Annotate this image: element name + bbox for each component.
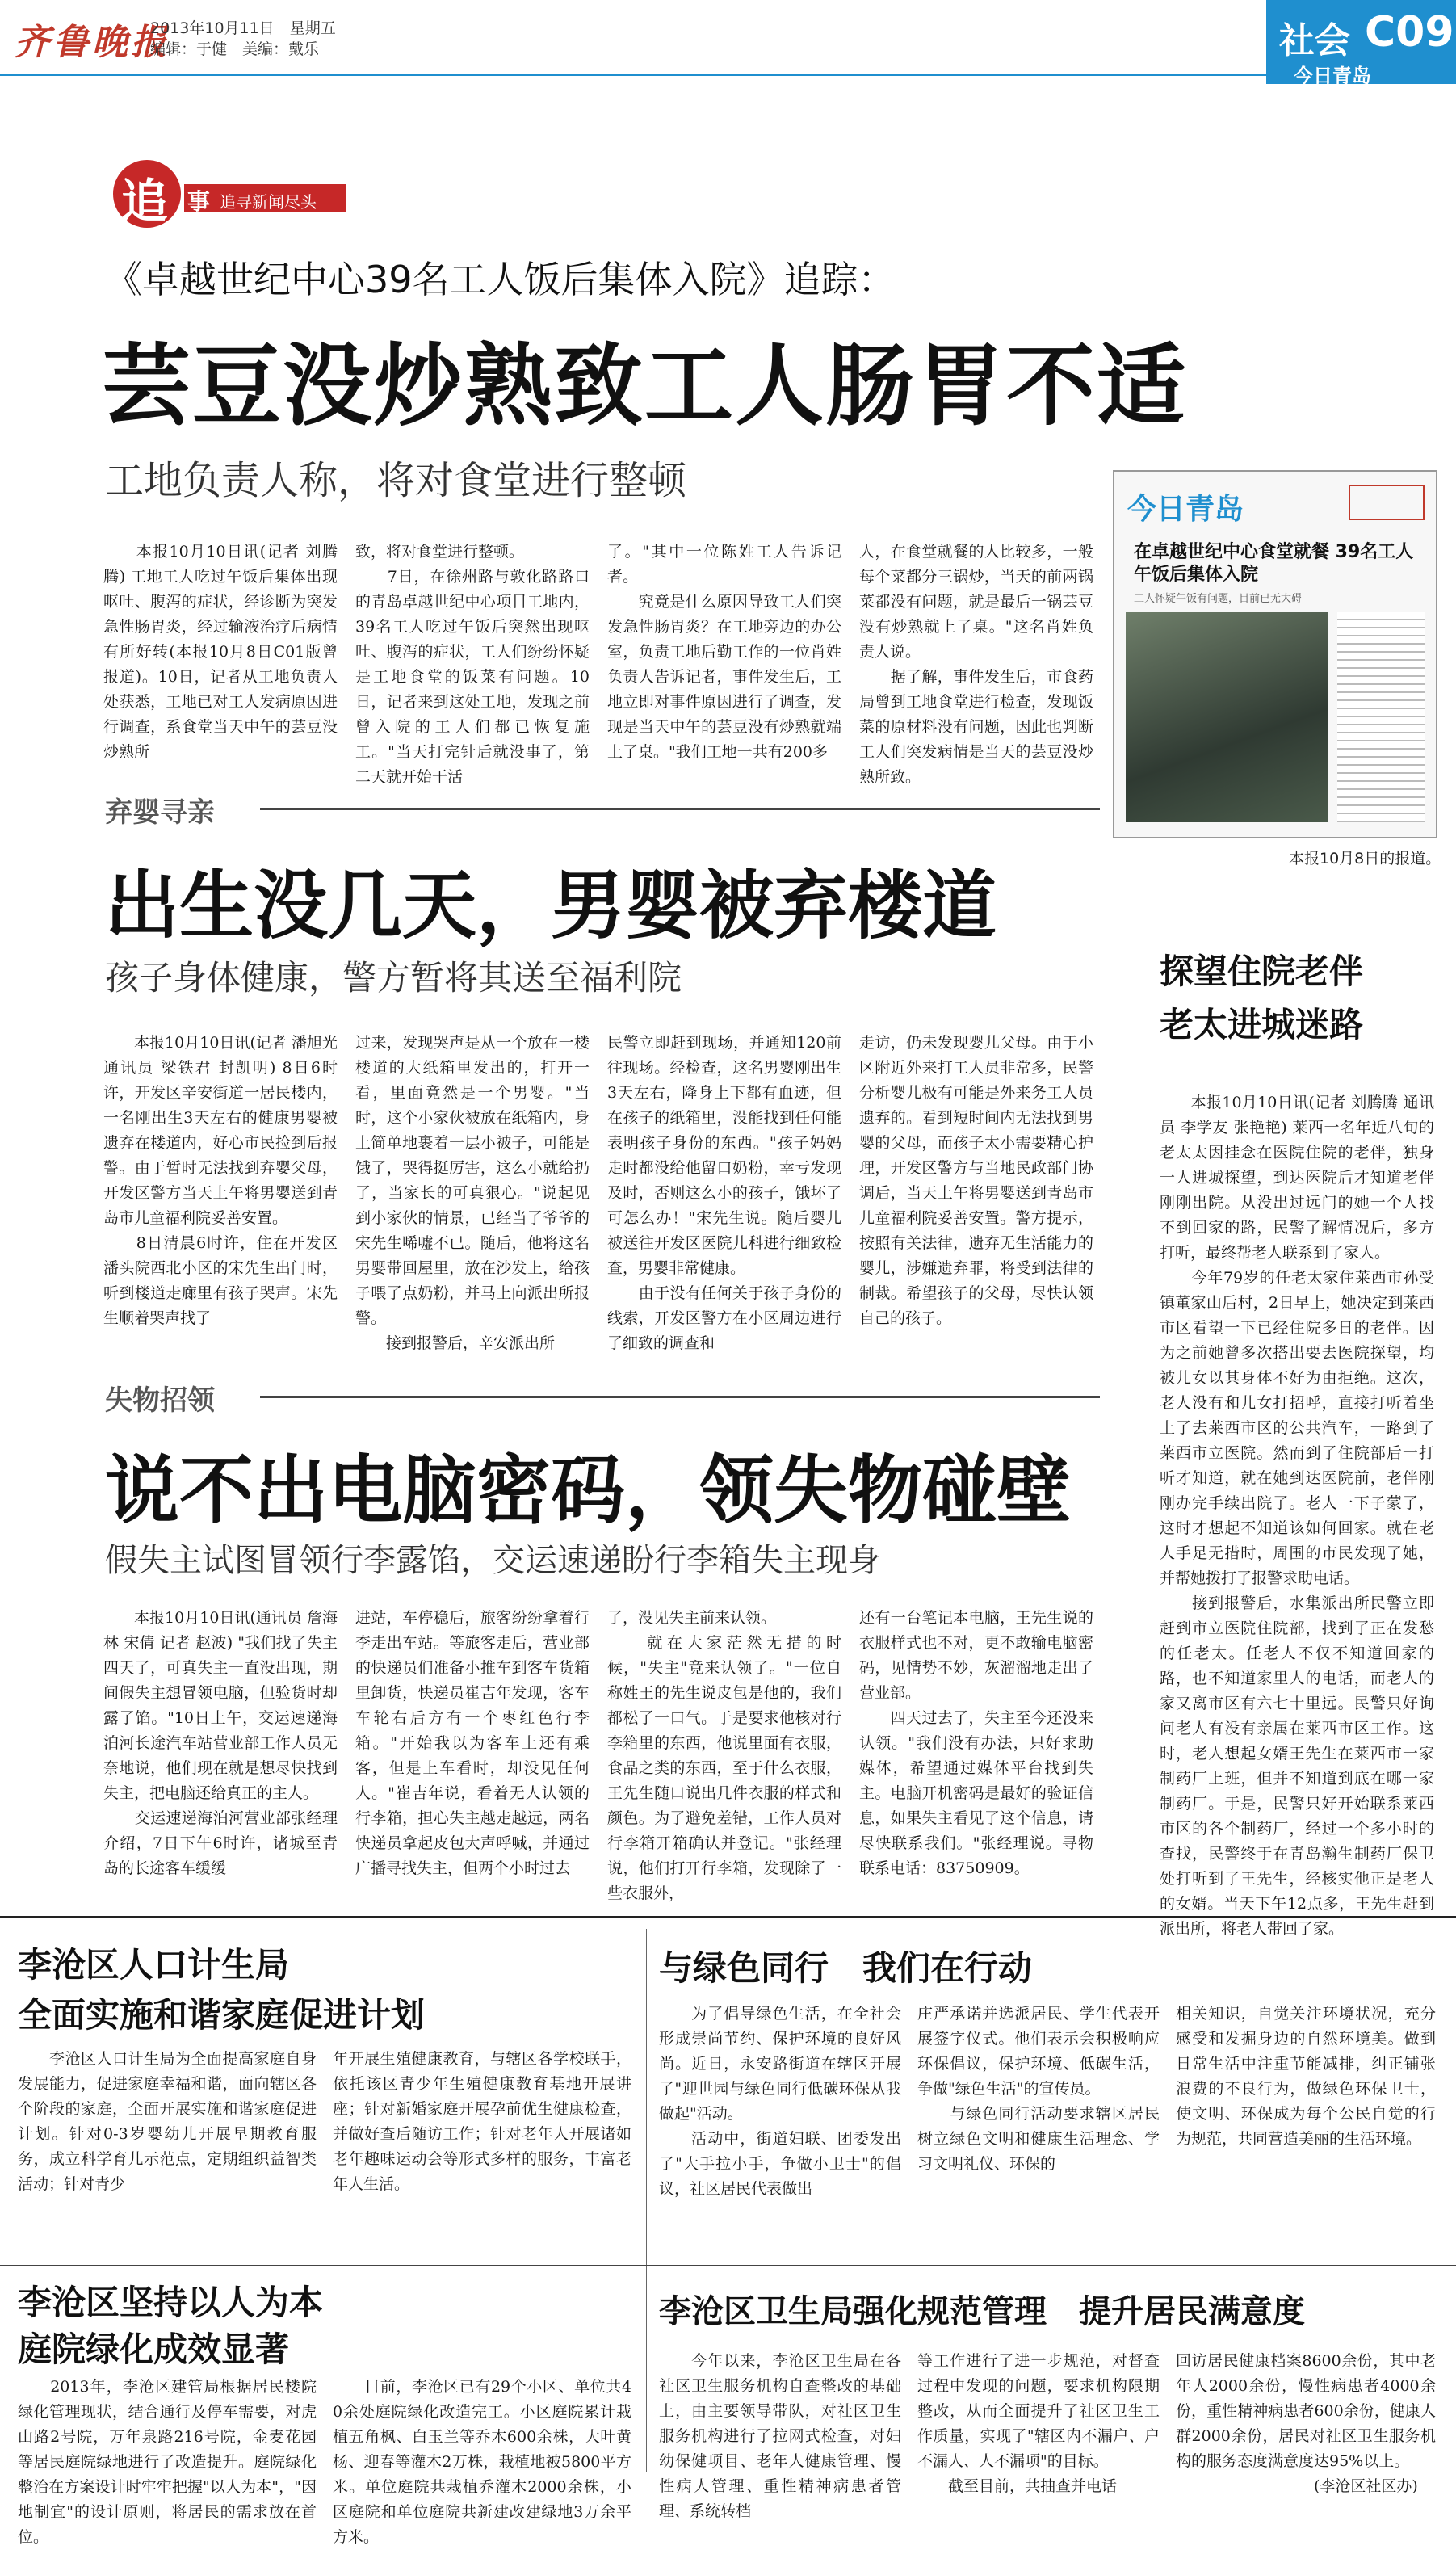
section-name: 社会 [1279, 20, 1350, 61]
editor-credit: 编辑：于健 美编：戴乐 [150, 40, 320, 58]
greening-col-2: 目前，李沧区已有29个小区、单位共40余处庭院绿化改造完工。小区庭院累计栽植五角枫、白玉兰等乔木600余株，大叶黄杨、迎春等灌木2万株，栽植地被5800平方米。单位庭院共栽植乔灌木2000余株，小区庭院和单位庭院共新建改建绿地3万余平方米。 [333, 2378, 631, 2546]
abandoned-col-4: 走访，仍未发现婴儿父母。由于小区附近外来打工人员非常多，民警分析婴儿极有可能是外来务工人员遗弃的。看到短时间内无法找到男婴的父母，而孩子太小需要精心护理，开发区警方与当地民政部门协调后，当天上午将男婴送到青岛市儿童福利院妥善安置。警方提示，按照有关法律，遗弃无生活能力的婴儿，涉嫌遗弃罪，将受到法律的制裁。希望孩子的父母，尽快认领自己的孩子。 [859, 1034, 1093, 1327]
health-col-2: 等工作进行了进一步规范，对督查过程中发现的问题，要求机构限期整改，从而全面提升了社区卫生工作质量，实现了"辖区内不漏户、户不漏人、人不漏项"的目标。 截至目前，共抽查并电话 [917, 2352, 1160, 2495]
population-col-2: 年开展生殖健康教育，与辖区各学校联手，依托该区青少年生殖健康教育基地开展讲座；针对新婚家庭开展孕前优生健康检查，并做好查后随访工作；针对老年人开展诸如老年趣味运动会等形式多样的服务，丰富老年人生活。 [333, 2050, 631, 2193]
lost-item-subhead: 假失主试图冒领行李露馅，交运速递盼行李箱失主现身 [105, 1542, 880, 1579]
lost-item-rule [260, 1396, 1100, 1398]
health-col-3: 回访居民健康档案8600余份，其中老年人2000余份，慢性病患者4000余份，重性精神病患者600余份，健康人群2000余份，居民对社区卫生服务机构的服务态度满意度达95%以上。 (李沧区社区办) [1176, 2352, 1436, 2495]
greening-col-1: 2013年，李沧区建管局根据居民楼院绿化管理现状，结合通行及停车需要，对虎山路2号院，万年泉路216号院，金麦花园等居民庭院绿地进行了改造提升。庭院绿化整治在方案设计时牢牢把握"以人为本"，"因地制宜"的设计原则，将居民的需求放在首位。 [18, 2378, 317, 2546]
greening-headline-2: 庭院绿化成效显著 [18, 2329, 290, 2369]
elder-body: 本报10月10日讯(记者 刘腾腾 通讯员 李学友 张艳艳) 莱西一名年近八旬的老太太因挂念在医院住院的老伴，独身一人进城探望，到达医院后才知道老伴刚刚出院。从没出过远门的她一个人找不到回家的路，民警了解情况后，多方打听，最终帮老人联系到了家人。 今年79岁的任老太家住莱西市孙受镇董家山后村，2日早上，她决定到莱西市区看望一下已经住院多日的老伴。因为之前她曾多次搭出要去医院探望，均被儿女以其身体不好为由拒绝。这次，老人没有和儿女打招呼，直接打听着坐上了去莱西市区的公共汽车，一路到了莱西市立医院。然而到了住院部后一打听才知道，就在她到达医院前，老伴刚刚办完手续出院了。老人一下子蒙了，这时才想起不知道该如何回家。就在老人手足无措时，周围的市民发现了她，并帮她拨打了报警求助电话。 接到报警后，水集派出所民警立即赶到市立医院住院部，找到了正在发愁的任老太。任老人不仅不知道回家的路，也不知道家里人的电话，而老人的家又离市区有六七十里远。民警只好询问老人有没有亲属在莱西市区工作。这时，老人想起女婿王先生在莱西市一家制药厂上班，但并不知道到底在哪一家制药厂。于是，民警只好开始联系莱西市区的各个制药厂，经过一个多小时的查找，民警终于在青岛瀚生制药厂保卫处打听到了王先生，经核实他正是老人的女婿。当天下午12点多，王先生赶到派出所，将老人带回了家。 [1160, 1094, 1434, 1938]
lost-item-col-1: 本报10月10日讯(通讯员 詹海林 宋倩 记者 赵波) "我们找了失主四天了，可真失主一直没出现，期间假失主想冒领电脑，但验货时却露了馅。"10日上午，交运速递海泊河长途汽车站营业部工作人员无奈地说，他们现在就是想尽快找到失主，把电脑还给真正的主人。 交运速递海泊河营业部张经理介绍，7日下午6时许，诸城至青岛的长途客车缓缓 [103, 1609, 338, 1877]
tracking-col-2: 致，将对食堂进行整顿。 7日，在徐州路与敦化路路口的青岛卓越世纪中心项目工地内，39名工人吃过午饭后突然出现呕吐、腹泻的症状，工人们纷纷怀疑是工地食堂的饭菜有问题。10日，记者来到这处工地，发现之前曾入院的工人们都已恢复施工。"当天打完针后就没事了，第二天就开始干活 [355, 543, 590, 786]
lost-item-col-4: 还有一台笔记本电脑，王先生说的衣服样式也不对，更不敢输电脑密码，见情势不妙，灰溜溜地走出了营业部。 四天过去了，失主至今还没来认领。"我们没有办法，只好求助媒体，希望通过媒体平台找到失主。电脑开机密码是最好的验证信息，如果失主看见了这个信息，请尽快联系我们。"张经理说。寻物联系电话：83750909。 [859, 1609, 1093, 1877]
masthead [0, 0, 1456, 87]
masthead-rule [0, 74, 1266, 76]
clipping-headline: 在卓越世纪中心食堂就餐 39名工人午饭后集体入院 [1134, 542, 1414, 585]
tracking-col-4: 人，在食堂就餐的人比较多，一般每个菜都分三锅炒，当天的前两锅菜都没有问题，就是最后一锅芸豆没有炒熟就上了桌。"这名肖姓负责人说。 据了解，事件发生后，市食药局曾到工地食堂进行检查，发现饭菜的原材料没有问题，因此也判断工人们突发病情是当天的芸豆没炒熟所致。 [859, 543, 1093, 786]
tracking-col-3: 了。"其中一位陈姓工人告诉记者。 究竟是什么原因导致工人们突发急性肠胃炎？在工地旁边的办公室，负责工地后勤工作的一位肖姓负责人告诉记者，事件发生后，工地立即对事件原因进行了调查，发现是当天中午的芸豆没有炒熟就端上了桌。"我们工地一共有200多 [607, 543, 841, 761]
abandoned-col-2: 过来，发现哭声是从一个放在一楼楼道的大纸箱里发出的，打开一看，里面竟然是一个男婴。"当时，这个小家伙被放在纸箱内，身上简单地裹着一层小被子，可能是饿了，哭得挺厉害，这么小就给扔了，当家长的可真狠心。"说起见到小家伙的情景，已经当了爷爷的宋先生唏嘘不已。随后，他将这名男婴带回屋里，放在沙发上，给孩子喂了点奶粉，并马上向派出所报警。 接到报警后，辛安派出所 [355, 1034, 590, 1352]
sub-section-name: 今日青岛 [1294, 65, 1371, 87]
page-number: C09 [1365, 8, 1454, 57]
clipping-tagline: 工人怀疑午饭有问题，目前已无大碍 [1134, 593, 1303, 605]
tracking-kicker: 《卓越世纪中心39名工人饭后集体入院》追踪： [105, 258, 896, 301]
abandoned-headline: 出生没几天，男婴被弃楼道 [105, 863, 997, 949]
clipping-caption: 本报10月8日的报道。 [1289, 850, 1441, 868]
badge-slogan: 追寻新闻尽头 [220, 192, 317, 212]
health-headline: 李沧区卫生局强化规范管理 提升居民满意度 [659, 2293, 1305, 2330]
tracking-col-1: 本报10月10日讯(记者 刘腾腾) 工地工人吃过午饭后集体出现呕吐、腹泻的症状，经诊断为突发急性肠胃炎，经过输液治疗后病情有所好转(本报10月8日C01版曾报道)。10日，记者从工地负责人处获悉，工地已对工人发病原因进行调查，系食堂当天中午的芸豆没炒熟所 [103, 543, 338, 761]
newspaper-clipping [1113, 470, 1437, 838]
mid-vertical-divider [646, 1929, 647, 2472]
lost-item-label: 失物招领 [105, 1384, 215, 1417]
abandoned-label: 弃婴寻亲 [105, 796, 215, 829]
badge-char2: 事 [187, 188, 211, 215]
green-col-2: 庄严承诺并选派居民、学生代表开展签字仪式。他们表示会积极响应环保倡议，保护环境、低碳生活，争做"绿色生活"的宣传员。 与绿色同行活动要求辖区居民树立绿色文明和健康生活理念、学习文明礼仪、环保的 [917, 2005, 1160, 2173]
population-headline-1: 李沧区人口计生局 [18, 1945, 290, 1985]
clipping-logo [1349, 485, 1425, 520]
abandoned-subhead: 孩子身体健康，警方暂将其送至福利院 [105, 958, 682, 998]
green-col-3: 相关知识，自觉关注环境状况，充分感受和发掘身边的自然环境美。做到日常生活中注重节能减排，纠正铺张浪费的不良行为，做绿色环保卫士，使文明、环保成为每个公民自觉的行为规范，共同营造美丽的生活环境。 [1176, 2005, 1436, 2148]
tracking-badge [113, 160, 355, 228]
tracking-subhead: 工地负责人称，将对食堂进行整顿 [105, 458, 687, 503]
issue-date: 2013年10月11日 星期五 [150, 19, 336, 37]
clipping-title: 今日青岛 [1127, 493, 1244, 526]
elder-headline-1: 探望住院老伴 [1160, 952, 1364, 991]
green-col-1: 为了倡导绿色生活，在全社会形成崇尚节约、保护环境的良好风尚。近日，永安路街道在辖区开展了"迎世园与绿色同行低碳环保从我做起"活动。 活动中，街道妇联、团委发出了"大手拉小手，争做小卫士"的倡议，社区居民代表做出 [659, 2005, 901, 2198]
lost-item-col-2: 进站，车停稳后，旅客纷纷拿着行李走出车站。等旅客走后，营业部的快递员们准备小推车到客车货箱里卸货，快递员崔吉年发现，客车车轮右后方有一个枣红色行李箱。"开始我以为客车上还有乘客，但是上车看时，却没见任何人。"崔吉年说，看着无人认领的行李箱，担心失主越走越远，两名快递员拿起皮包大声呼喊，并通过广播寻找失主，但两个小时过去 [355, 1609, 590, 1877]
lost-item-headline: 说不出电脑密码，领失物碰壁 [105, 1447, 1072, 1534]
elder-headline-2: 老太进城迷路 [1160, 1005, 1364, 1044]
abandoned-col-3: 民警立即赶到现场，并通知120前往现场。经检查，这名男婴刚出生3天左右，降身上下都有血迹，但在孩子的纸箱里，没能找到任何能表明孩子身份的东西。"孩子妈妈走时都没给他留口奶粉，幸亏发现及时，否则这么小的孩子，饿坏了可怎么办！"宋先生说。随后婴儿被送往开发区医院儿科进行细致检查，男婴非常健康。 由于没有任何关于孩子身份的线索，开发区警方在小区周边进行了细致的调查和 [607, 1034, 841, 1352]
abandoned-col-1: 本报10月10日讯(记者 潘旭光 通讯员 梁铁君 封凯明) 8日6时许，开发区辛安街道一居民楼内，一名刚出生3天左右的健康男婴被遗弃在楼道内，好心市民捡到后报警。由于暂时无法找到弃婴父母，开发区警方当天上午将男婴送到青岛市儿童福利院妥善安置。 8日清晨6时许，住在开发区潘头院西北小区的宋先生出门时，听到楼道走廊里有孩子哭声。宋先生顺着哭声找了 [103, 1034, 338, 1327]
clipping-photo [1126, 612, 1328, 822]
paper-logo: 齐鲁晚报 [15, 22, 170, 63]
tracking-headline: 芸豆没炒熟致工人肠胃不适 [102, 334, 1187, 438]
lower-divider [0, 1916, 1456, 1918]
health-col-1: 今年以来，李沧区卫生局在各社区卫生服务机构自查整改的基础上，由主要领导带队，对社区卫生服务机构进行了拉网式检查，对妇幼保健项目、老年人健康管理、慢性病人管理、重性精神病患者管理、系统转档 [659, 2352, 901, 2520]
abandoned-rule [260, 808, 1100, 810]
lost-item-col-3: 了，没见失主前来认领。 就在大家茫然无措的时候，"失主"竟来认领了。"一位自称姓王的先生说皮包是他的，我们都松了一口气。于是要求他核对行李箱里的东西，他说里面有衣服，食品之类的东西，至于什么衣服，王先生随口说出几件衣服的样式和颜色。为了避免差错，工作人员对行李箱开箱确认并登记。"张经理说，他们打开行李箱，发现除了一些衣服外， [607, 1609, 841, 1902]
population-headline-2: 全面实施和谐家庭促进计划 [18, 1995, 426, 2035]
greening-headline-1: 李沧区坚持以人为本 [18, 2283, 324, 2322]
population-col-1: 李沧区人口计生局为全面提高家庭自身发展能力，促进家庭幸福和谐，面向辖区各个阶段的家庭，全面开展实施和谐家庭促进计划。针对0-3岁婴幼儿开展早期教育服务，成立科学育儿示范点，定期组织益智类活动；针对青少 [18, 2050, 317, 2193]
badge-char: 追 [121, 174, 169, 229]
green-headline: 与绿色同行 我们在行动 [659, 1948, 1033, 1988]
clipping-text-block [1337, 612, 1425, 822]
bottom-divider [0, 2265, 1456, 2266]
